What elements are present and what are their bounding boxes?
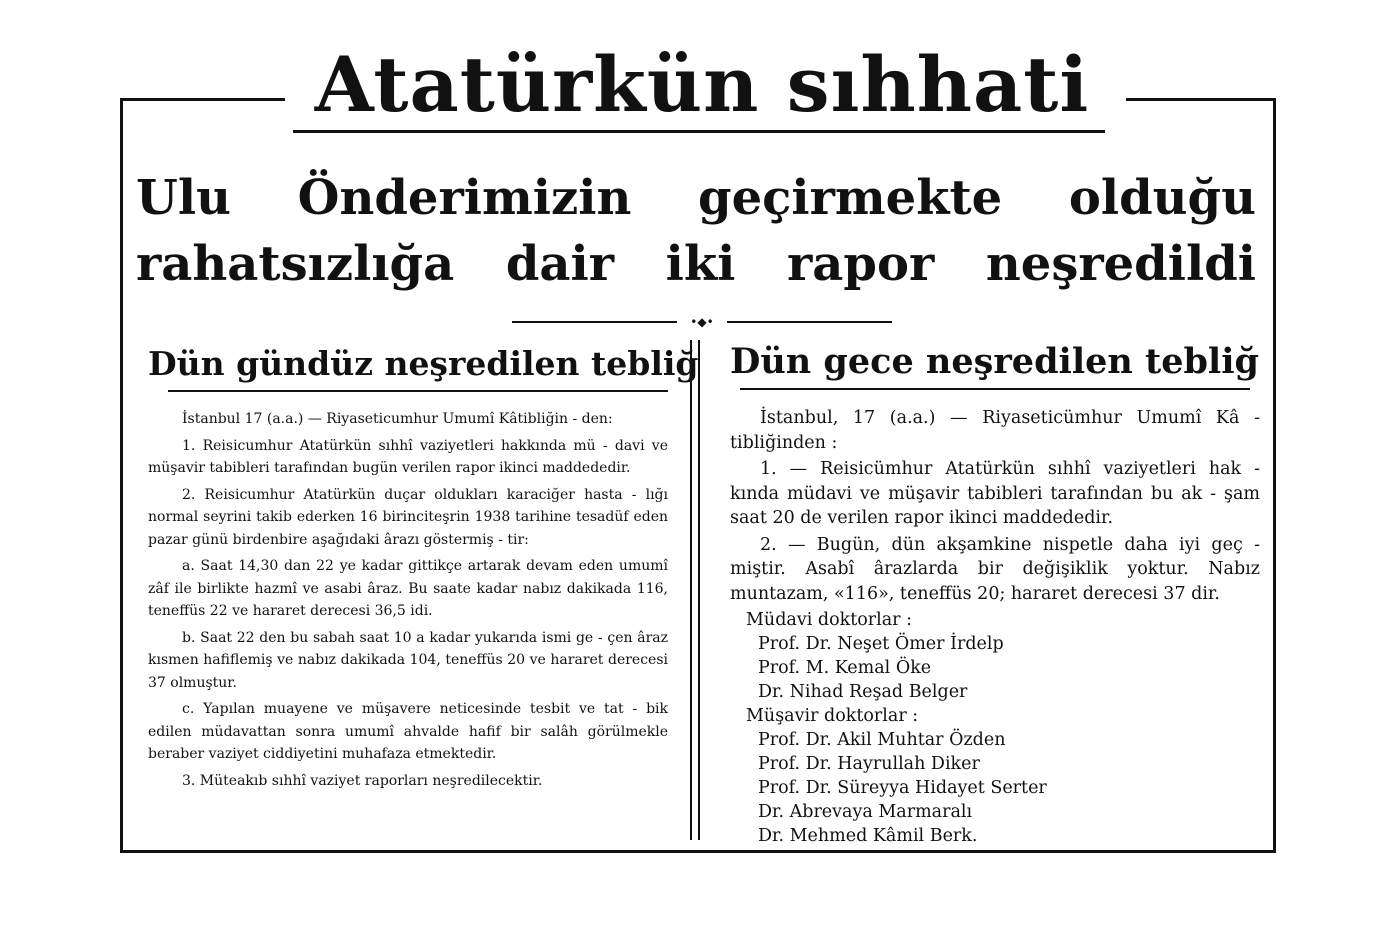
left-paragraph: 2. Reisicumhur Atatürkün duçar oldukları karaciğer hasta - lığı normal seyrini takib ederken 16 birinciteşrin 1938 tarihine tesadüf eden pazar günü birdenbire aşağıdaki ârazı göstermiş - tir: — [148, 486, 668, 548]
headline: Atatürkün sıhhati — [314, 40, 1090, 129]
subheadline-line-2: rahatsızlığa dair iki rapor neşredildi — [136, 236, 1256, 292]
left-title-rule — [168, 390, 668, 392]
doctor-name: Prof. M. Kemal Öke — [758, 658, 932, 678]
left-paragraph: İstanbul 17 (a.a.) — Riyaseticumhur Umumî Kâtibliğin - den: — [182, 411, 613, 427]
doctor-name: Prof. Dr. Süreyya Hidayet Serter — [758, 778, 1047, 798]
right-paragraph: 1. — Reisicümhur Atatürkün sıhhî vaziyetleri hak - kında müdavi ve müşavir tabibleri tarafından bu ak - şam saat 20 de verilen rapor ikinci maddededir. — [730, 459, 1260, 528]
doctor-name: Dr. Nihad Reşad Belger — [758, 682, 968, 702]
subheadline — [136, 165, 1256, 297]
ornament-divider — [512, 315, 892, 329]
border-top-right — [1126, 98, 1273, 101]
left-paragraph: b. Saat 22 den bu sabah saat 10 a kadar yukarıda ismi ge - çen âraz kısmen hafiflemiş ve nabız dakikada 104, teneffüs 20 ve hararet derecesi 37 olmuştur. — [148, 629, 668, 691]
left-column — [148, 340, 699, 796]
right-column — [730, 338, 1260, 848]
doctor-name: Dr. Mehmed Kâmil Berk. — [758, 826, 978, 846]
right-column-title: Dün gece neşredilen tebliğ — [730, 341, 1259, 382]
right-paragraph: 2. — Bugün, dün akşamkine nispetle daha iyi geç - miştir. Asabî ârazlarda bir değişiklik yoktur. Nabız muntazam, «116», teneffüs 20; hararet derecesi 37 dir. — [730, 534, 1260, 604]
column-divider — [690, 340, 700, 840]
right-title-rule — [740, 388, 1250, 390]
left-paragraph: a. Saat 14,30 dan 22 ye kadar gittikçe artarak devam eden umumî zâf ile birlikte hazmî ve asabi âraz. Bu saate kadar nabız dakikada 116, teneffüs 22 ve hararet derecesi 36,5 idi. — [148, 558, 668, 619]
border-top-left — [120, 98, 285, 101]
consulting-doctors-label: Müşavir doktorlar : — [746, 706, 919, 726]
headline-underline — [293, 130, 1105, 133]
doctor-list — [730, 608, 1260, 848]
subheadline-line-1: Ulu Önderimizin geçirmekte olduğu — [136, 170, 1256, 226]
left-paragraph: c. Yapılan muayene ve müşavere neticesinde tesbit ve tat - bik edilen müdavattan sonra umumî ahvalde hafif bir salâh görülmekle beraber vaziyet ciddiyetini muhafaza etmektedir. — [148, 701, 668, 762]
left-column-title: Dün gündüz neşredilen tebliğ — [148, 344, 699, 383]
left-paragraph: 3. Müteakıb sıhhî vaziyet raporları neşredilecektir. — [182, 772, 543, 789]
doctor-name: Prof. Dr. Akil Muhtar Özden — [758, 730, 1006, 750]
doctor-name: Dr. Abrevaya Marmaralı — [758, 802, 973, 822]
doctor-name: Prof. Dr. Hayrullah Diker — [758, 754, 980, 774]
treating-doctors-label: Müdavi doktorlar : — [746, 610, 913, 630]
right-paragraph: İstanbul, 17 (a.a.) — Riyaseticümhur Umumî Kâ - tibliğinden : — [730, 408, 1260, 453]
ornament-icon: •◆• — [690, 315, 714, 329]
doctor-name: Prof. Dr. Neşet Ömer İrdelp — [758, 634, 1004, 654]
left-paragraph: 1. Reisicumhur Atatürkün sıhhî vaziyetleri hakkında mü - davi ve müşavir tabibleri tarafından bugün verilen rapor ikinci maddededir. — [148, 437, 668, 476]
